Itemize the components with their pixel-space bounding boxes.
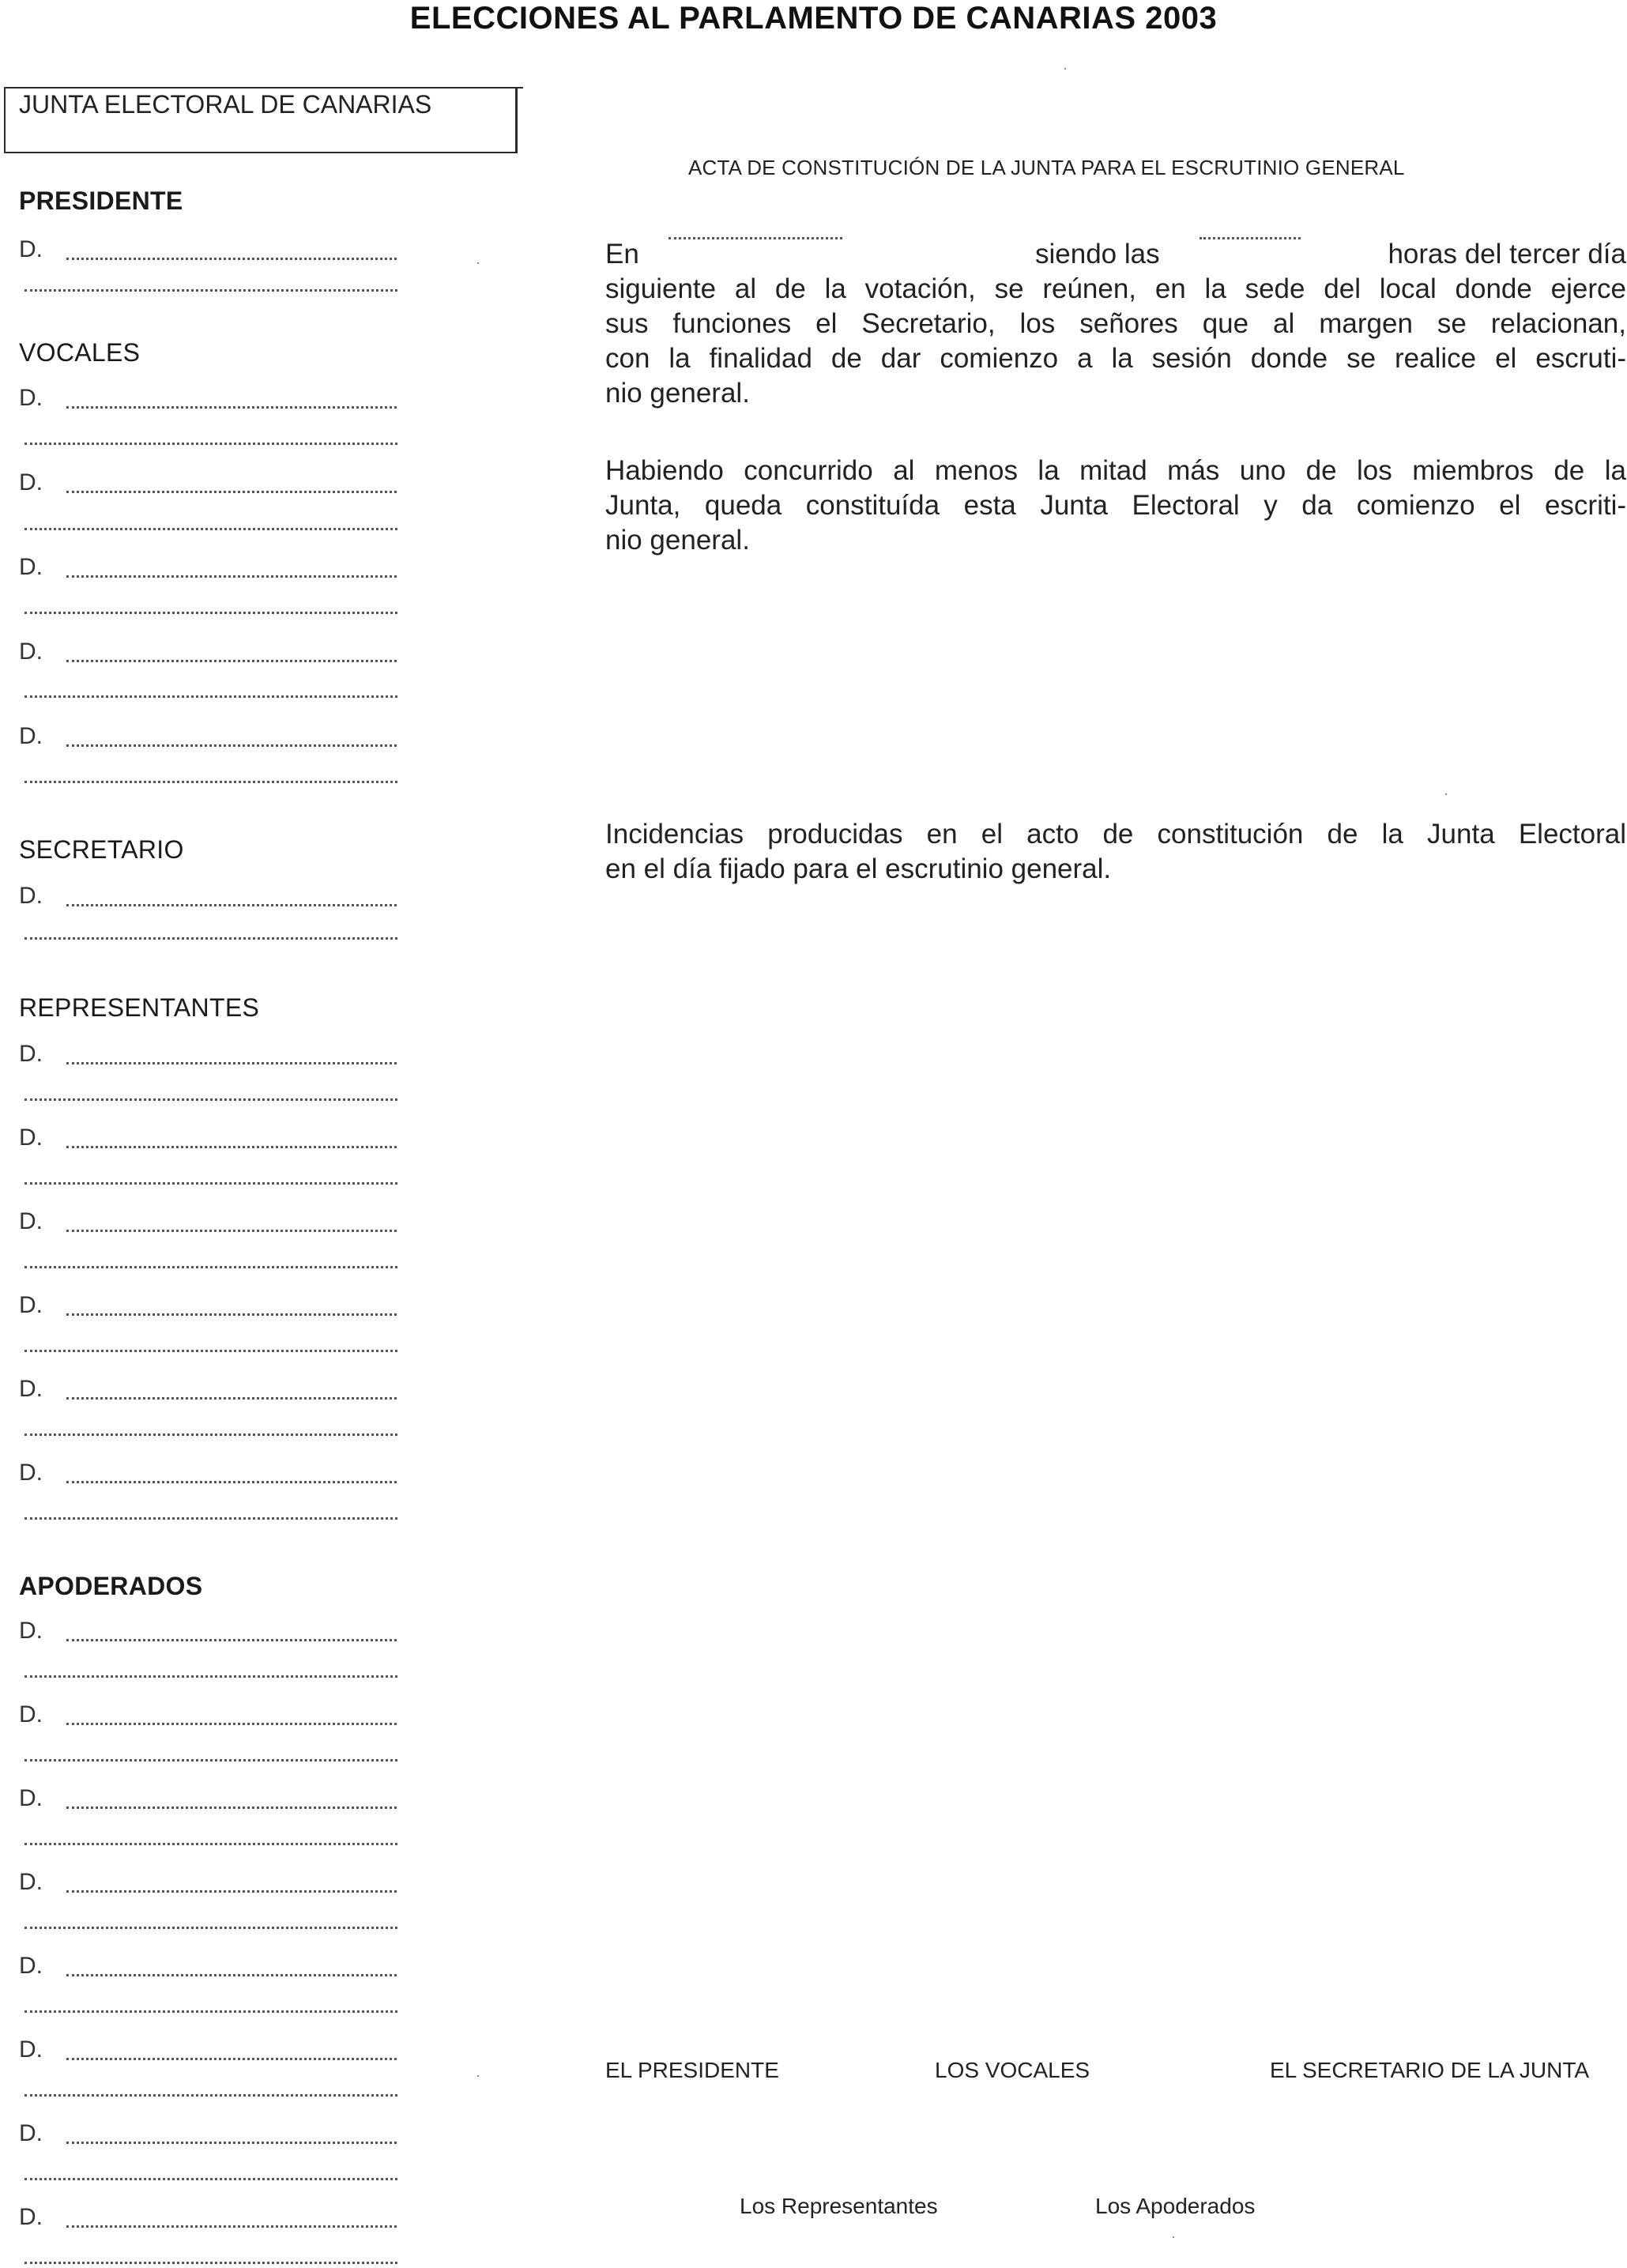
name-field[interactable]: D. <box>19 1038 397 1070</box>
name-field[interactable]: D. <box>19 1950 397 1982</box>
secretario-heading: SECRETARIO <box>19 835 184 864</box>
name-field-continuation[interactable] <box>24 1675 397 1678</box>
presidente-heading: PRESIDENTE <box>19 186 183 215</box>
signature-apoderados: Los Apoderados <box>1095 2194 1256 2218</box>
name-field[interactable]: D. <box>19 721 397 752</box>
document-title: ACTA DE CONSTITUCIÓN DE LA JUNTA PARA EL ESCRUTINIO GENERAL <box>688 156 1405 179</box>
name-field[interactable]: D. <box>19 1699 397 1731</box>
name-field-continuation[interactable] <box>24 1350 397 1352</box>
name-field-continuation[interactable] <box>24 1266 397 1268</box>
paragraph-2: Habiendo concurrido al menos la mitad más uno de los miembros de la Junta, queda constituída esta Junta Electoral y da comienzo el escriti- nio general. <box>605 455 1626 556</box>
signature-presidente: EL PRESIDENTE <box>605 2058 779 2082</box>
p1-word-siendo: siendo las <box>1035 239 1160 269</box>
junta-label: JUNTA ELECTORAL DE CANARIAS <box>19 90 432 119</box>
name-field-continuation[interactable] <box>24 1759 397 1761</box>
name-field[interactable]: D. <box>19 234 397 266</box>
signature-secretario: EL SECRETARIO DE LA JUNTA <box>1270 2058 1590 2082</box>
signature-representantes: Los Representantes <box>740 2194 938 2218</box>
name-field-continuation[interactable] <box>24 695 397 698</box>
name-field-continuation[interactable] <box>24 289 397 292</box>
paragraph-3: Incidencias producidas en el acto de constitución de la Junta Electoral en el día fijado para el escrutinio general. <box>605 819 1626 884</box>
name-field[interactable]: D. <box>19 467 397 499</box>
p1-word-horas: horas del tercer día <box>1388 239 1626 269</box>
name-field-continuation[interactable] <box>24 1517 397 1520</box>
name-field[interactable]: D. <box>19 1457 397 1489</box>
name-field[interactable]: D. <box>19 636 397 668</box>
name-field-continuation[interactable] <box>24 443 397 445</box>
name-field[interactable]: D. <box>19 1783 397 1814</box>
place-field[interactable] <box>669 237 842 239</box>
paragraph-1-first-line <box>605 237 1626 272</box>
name-field[interactable]: D. <box>19 1867 397 1898</box>
p1-word-en: En <box>605 239 639 269</box>
name-field-continuation[interactable] <box>24 1182 397 1185</box>
hour-field[interactable] <box>1200 237 1301 239</box>
page-title: ELECCIONES AL PARLAMENTO DE CANARIAS 2003 <box>409 1 1218 36</box>
name-field-continuation[interactable] <box>24 528 397 530</box>
name-field[interactable]: D. <box>19 2118 397 2149</box>
name-field[interactable]: D. <box>19 1373 397 1405</box>
name-field[interactable]: D. <box>19 880 397 912</box>
name-field-continuation[interactable] <box>24 781 397 783</box>
name-field-continuation[interactable] <box>24 2178 397 2180</box>
vocales-heading: VOCALES <box>19 338 141 367</box>
name-field-continuation[interactable] <box>24 2262 397 2264</box>
name-field[interactable]: D. <box>19 2034 397 2066</box>
name-field[interactable]: D. <box>19 1206 397 1238</box>
representantes-heading: REPRESENTANTES <box>19 993 260 1022</box>
name-field-continuation[interactable] <box>24 2010 397 2013</box>
scan-speck <box>1173 2236 1174 2238</box>
scan-speck <box>477 262 479 264</box>
scan-speck <box>1445 793 1447 795</box>
name-field-continuation[interactable] <box>24 2094 397 2097</box>
apoderados-heading: APODERADOS <box>19 1572 203 1600</box>
name-field-continuation[interactable] <box>24 1434 397 1436</box>
name-field-continuation[interactable] <box>24 937 397 940</box>
signature-vocales: LOS VOCALES <box>935 2058 1090 2082</box>
name-field-continuation[interactable] <box>24 612 397 614</box>
name-field-continuation[interactable] <box>24 1098 397 1101</box>
name-field[interactable]: D. <box>19 552 397 583</box>
name-field[interactable]: D. <box>19 1615 397 1647</box>
name-field[interactable]: D. <box>19 1122 397 1154</box>
paragraph-1: siguiente al de la votación, se reúnen, en la sede del local donde ejerce sus funciones el Secretario, los señores que al margen se relacionan, con la finalidad de dar comienzo a la sesión donde se realice el escruti- nio general. <box>605 273 1626 409</box>
name-field[interactable]: D. <box>19 382 397 414</box>
scan-speck <box>477 2075 479 2077</box>
name-field-continuation[interactable] <box>24 1843 397 1845</box>
name-field-continuation[interactable] <box>24 1927 397 1929</box>
name-field[interactable]: D. <box>19 2202 397 2233</box>
scan-speck <box>1064 68 1066 70</box>
name-field[interactable]: D. <box>19 1290 397 1321</box>
